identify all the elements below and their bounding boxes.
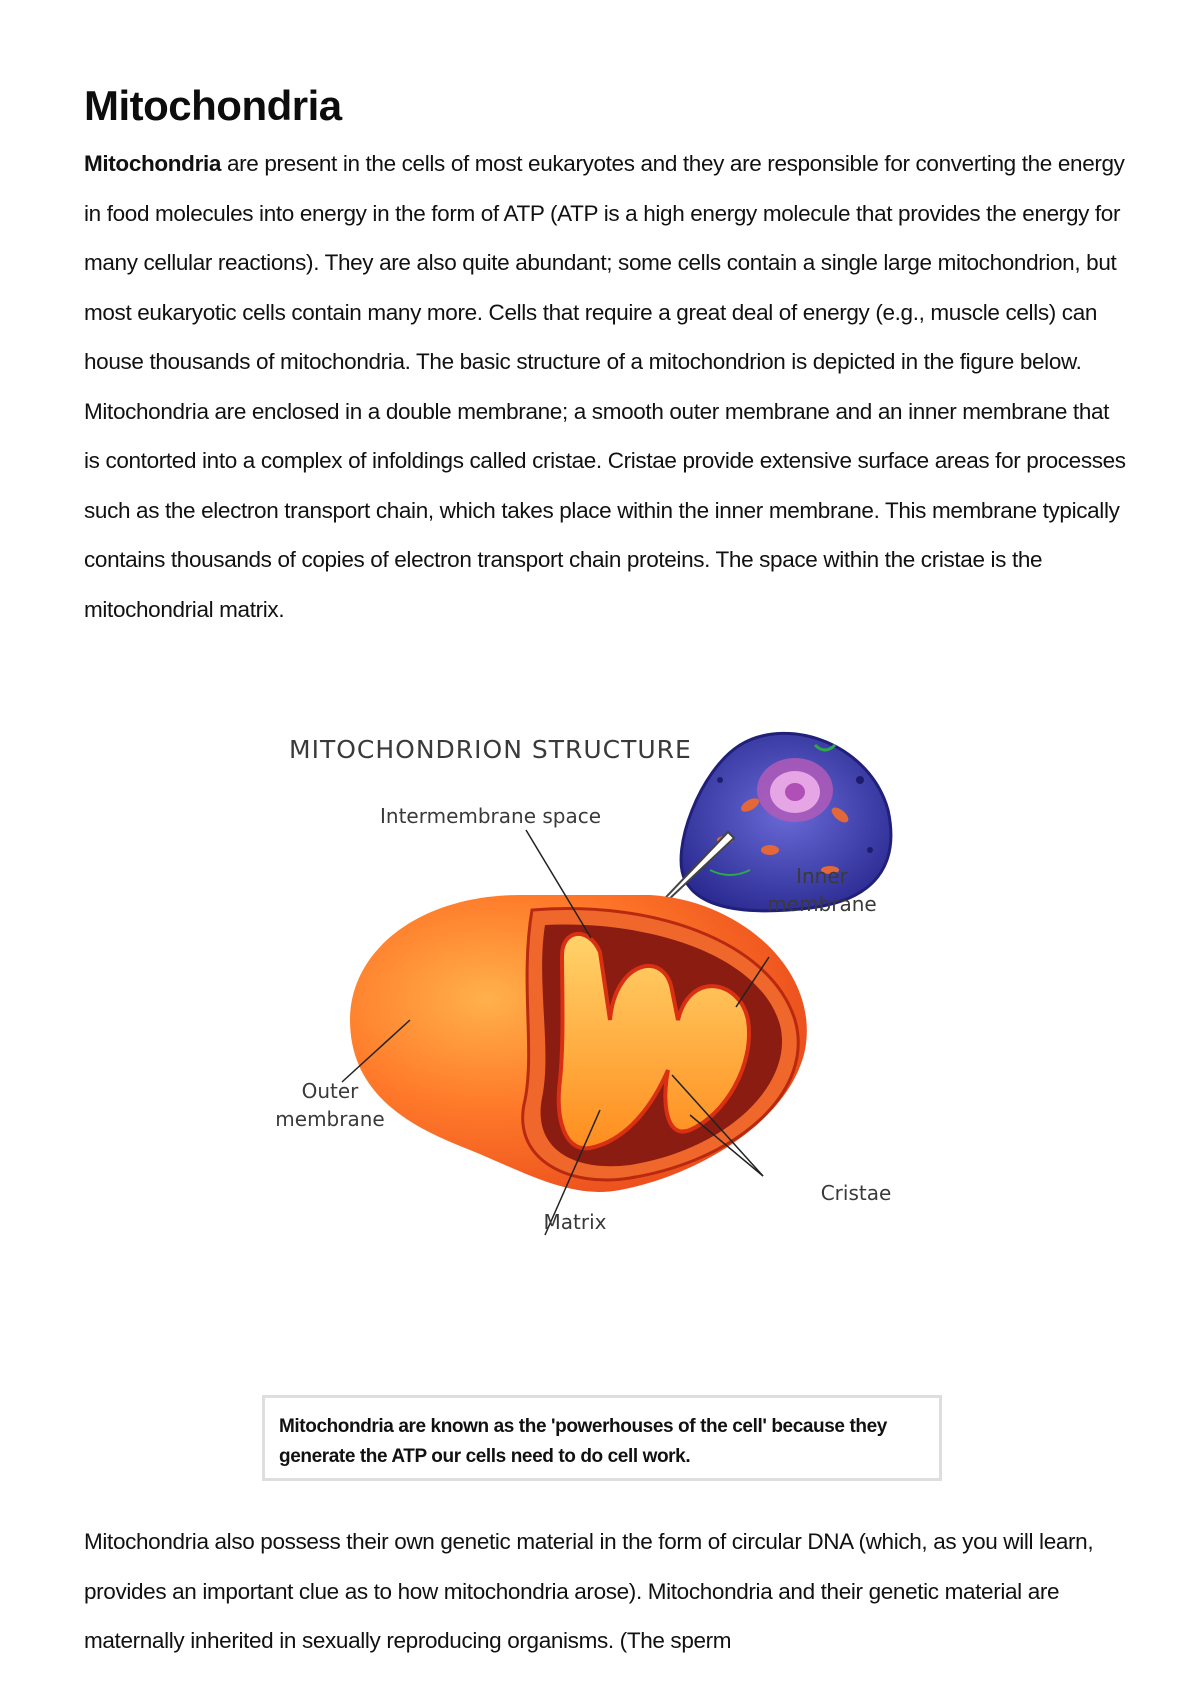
body-paragraph-2: Mitochondria also possess their own genetic material in the form of circular DNA (which, as you will learn, provides an important clue as to how mitochondria arose). Mitochondria and their genetic material are maternally inherited in sexually reproducing organisms. (The sperm (84, 1529, 1094, 1653)
callout-box: Mitochondria are known as the 'powerhouses of the cell' because they generate the ATP our cells need to do cell work. (262, 1395, 942, 1481)
animal-cell-illustration (681, 733, 891, 910)
label-matrix: Matrix (543, 1210, 607, 1234)
mitochondrion-diagram (270, 720, 930, 1340)
intro-lead-term: Mitochondria (84, 151, 222, 176)
label-cristae: Cristae (820, 1181, 892, 1205)
intro-paragraph (84, 139, 1129, 634)
label-outer-line2: membrane (275, 1107, 385, 1131)
label-outer-line1: Outer (301, 1079, 359, 1103)
mitochondrion-illustration (350, 895, 807, 1192)
mitochondrion-figure (270, 720, 930, 1340)
label-inner-line2: membrane (767, 892, 877, 916)
label-intermembrane-space: Intermembrane space (380, 804, 602, 828)
figure-title: MITOCHONDRION STRUCTURE (289, 735, 692, 764)
label-inner-line1: Inner (796, 864, 848, 888)
intro-body: are present in the cells of most eukaryotes and they are responsible for converting the energy in food molecules into energy in the form of ATP (ATP is a high energy molecule that provides the energy for many cellular reactions). They are also quite abundant; some cells contain a single large mitochondrion, but most eukaryotic cells contain many more. Cells that require a great deal of energy (e.g., muscle cells) can house thousands of mitochondria. The basic structure of a mitochondrion is depicted in the figure below. Mitochondria are enclosed in a double membrane; a smooth outer membrane and an inner membrane that is contorted into a complex of infoldings called cristae. Cristae provide extensive surface areas for processes such as the electron transport chain, which takes place within the inner membrane. This membrane typically contains thousands of copies of electron transport chain proteins. The space within the cristae is the mitochondrial matrix. (84, 151, 1126, 622)
page-title: Mitochondria (84, 82, 342, 129)
